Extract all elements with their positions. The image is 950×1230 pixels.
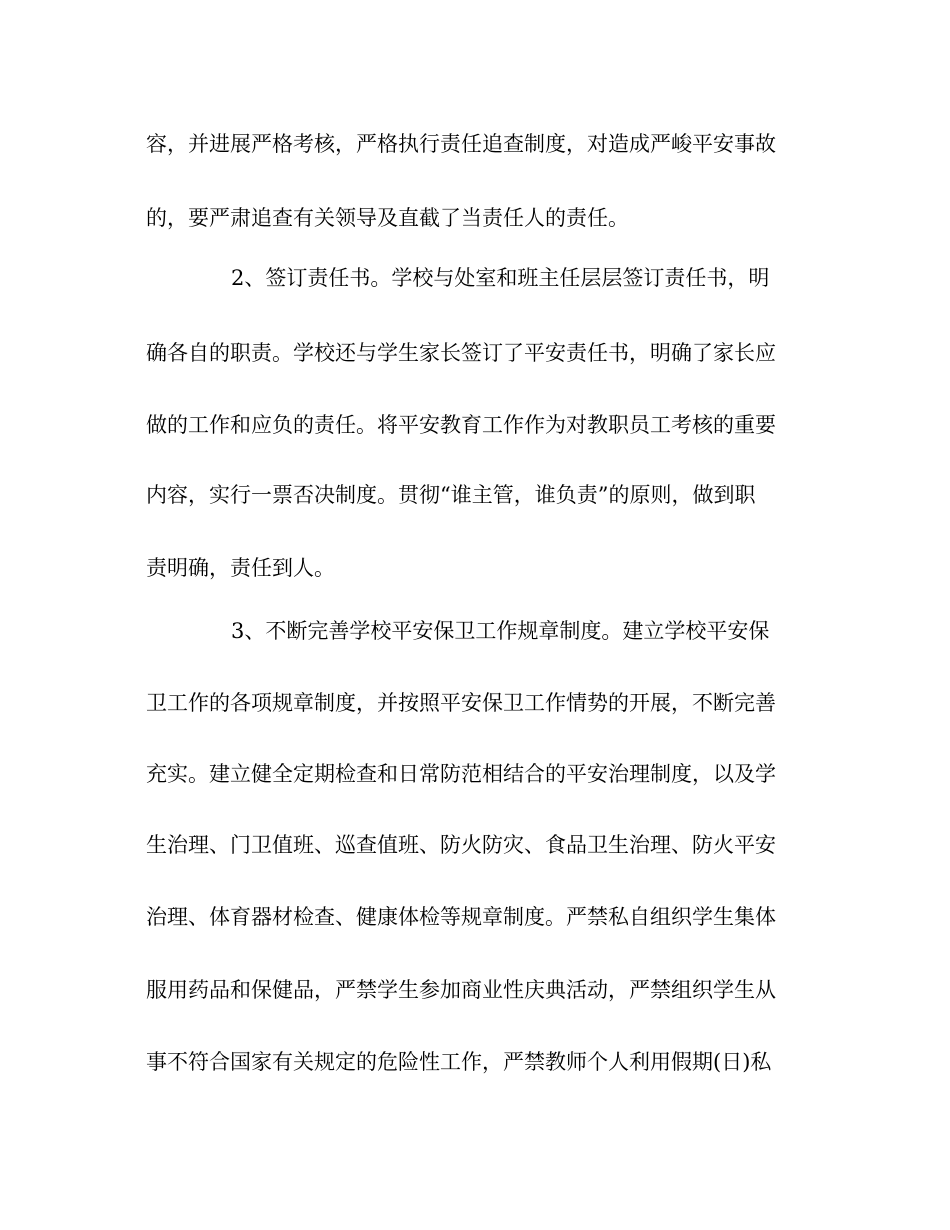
text-line: 做的工作和应负的责任。将平安教育工作作为对教职员工考核的重要: [146, 413, 776, 437]
text-line: 责明确，责任到人。: [146, 556, 335, 580]
text-line: 内容，实行一票否决制度。贯彻“谁主管，谁负责”的原则，做到职: [146, 483, 756, 507]
text-line: 治理、体育器材检查、健康体检等规章制度。严禁私自组织学生集体: [146, 905, 776, 929]
paragraph-start-line: 3、不断完善学校平安保卫工作规章制度。建立学校平安保: [231, 619, 770, 643]
text-line: 服用药品和保健品，严禁学生参加商业性庆典活动，严禁组织学生从: [146, 978, 776, 1002]
text-line: 充实。建立健全定期检查和日常防范相结合的平安治理制度，以及学: [146, 762, 776, 786]
paragraph-start-line: 2、签订责任书。学校与处室和班主任层层签订责任书，明: [231, 266, 770, 290]
text-line: 生治理、门卫值班、巡查值班、防火防灾、食品卫生治理、防火平安: [146, 833, 776, 857]
text-line: 事不符合国家有关规定的危险性工作，严禁教师个人利用假期(日)私: [146, 1050, 772, 1074]
text-line: 卫工作的各项规章制度，并按照平安保卫工作情势的开展，不断完善: [146, 691, 776, 715]
text-line: 的，要严肃追查有关领导及直截了当责任人的责任。: [146, 206, 629, 230]
text-line: 容，并进展严格考核，严格执行责任追查制度，对造成严峻平安事故: [146, 132, 776, 156]
text-line: 确各自的职责。学校还与学生家长签订了平安责任书，明确了家长应: [146, 341, 776, 365]
